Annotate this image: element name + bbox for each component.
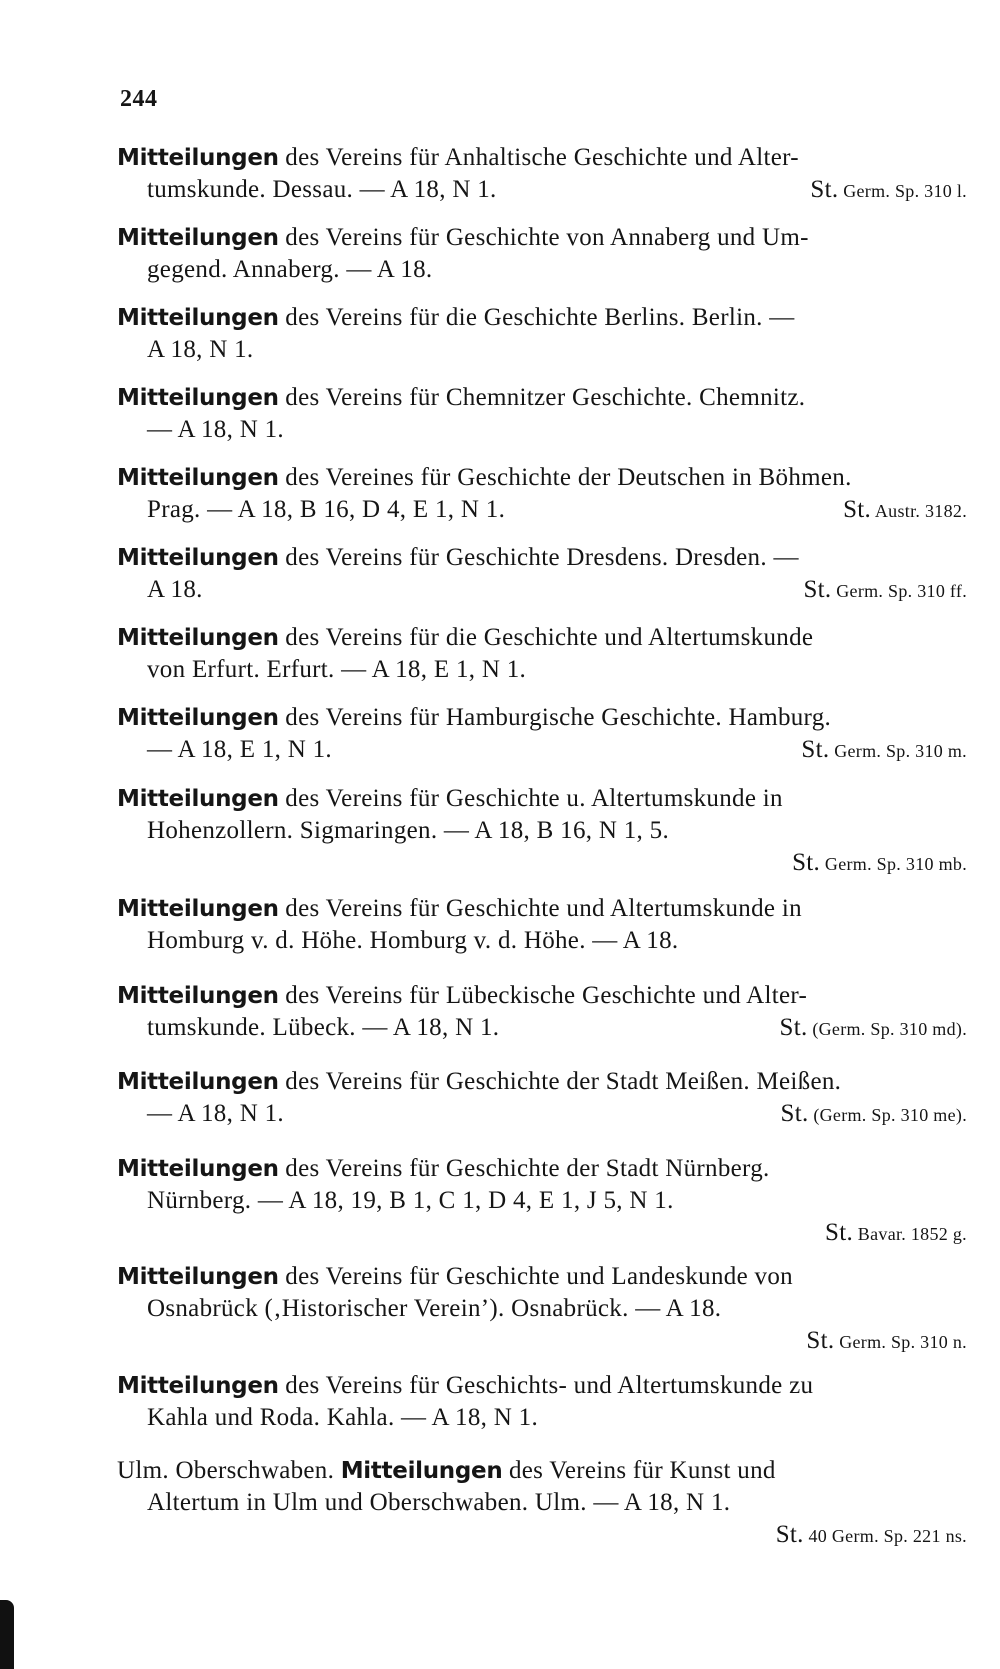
entry-continuation: Kahla und Roda. Kahla. — A 18, N 1.: [147, 1404, 539, 1431]
entry-prefix: Ulm. Oberschwaben.: [117, 1457, 341, 1484]
entry-title: des Vereins für Geschichts- und Altertumskunde zu: [278, 1372, 814, 1399]
entry-keyword: Mitteilungen: [117, 465, 279, 491]
shelf-reference: St. Germ. Sp. 310 n.: [806, 1327, 967, 1354]
entry-continuation: A 18, N 1.: [147, 336, 254, 363]
entry-osnabrueck: [117, 1261, 967, 1357]
entry-keyword: Mitteilungen: [117, 786, 279, 812]
entry-continuation: Homburg v. d. Höhe. Homburg v. d. Höhe. — A 18.: [147, 927, 679, 954]
entry-berlin: [117, 302, 967, 366]
entry-keyword: Mitteilungen: [117, 1069, 279, 1095]
entry-continuation: Nürnberg. — A 18, 19, B 1, C 1, D 4, E 1, J 5, N 1.: [147, 1187, 674, 1214]
scan-edge-mark: [0, 1600, 14, 1669]
entry-continuation: Prag. — A 18, B 16, D 4, E 1, N 1.: [147, 496, 506, 523]
entry-keyword: Mitteilungen: [117, 983, 279, 1009]
entry-kahla: [117, 1370, 967, 1434]
entry-title: des Vereins für Hamburgische Geschichte. Hamburg.: [278, 704, 832, 731]
shelf-reference: St. Germ. Sp. 310 mb.: [792, 849, 967, 876]
entry-continuation: — A 18, N 1.: [147, 1100, 284, 1127]
entry-continuation: — A 18, E 1, N 1.: [147, 736, 332, 763]
entry-continuation: — A 18, N 1.: [147, 416, 284, 443]
entry-hamburg: [117, 702, 967, 766]
entry-continuation: von Erfurt. Erfurt. — A 18, E 1, N 1.: [147, 656, 527, 683]
shelf-reference: St. (Germ. Sp. 310 md).: [779, 1014, 967, 1041]
entry-title: des Vereins für Geschichte der Stadt Nürnberg.: [278, 1155, 770, 1182]
shelf-reference: St. Germ. Sp. 310 l.: [810, 176, 967, 203]
entry-title: des Vereins für Geschichte von Annaberg und Um-: [278, 224, 809, 251]
entry-keyword: Mitteilungen: [117, 1373, 279, 1399]
shelf-reference: St. 40 Germ. Sp. 221 ns.: [775, 1521, 967, 1548]
entry-keyword: Mitteilungen: [117, 385, 279, 411]
entry-keyword: Mitteilungen: [117, 225, 279, 251]
shelf-reference: St. (Germ. Sp. 310 me).: [780, 1100, 967, 1127]
entry-keyword: Mitteilungen: [117, 1156, 279, 1182]
entry-chemnitz: [117, 382, 967, 446]
entry-annaberg: [117, 222, 967, 286]
entry-title: des Vereins für Geschichte Dresdens. Dresden. —: [278, 544, 799, 571]
entry-homburg: [117, 893, 967, 957]
page-number: 244: [120, 86, 158, 112]
entry-meissen: [117, 1066, 967, 1130]
entry-keyword: Mitteilungen: [117, 145, 279, 171]
entry-continuation: Osnabrück (‚Historischer Verein’). Osnabrück. — A 18.: [147, 1295, 722, 1322]
entry-title: des Vereins für Chemnitzer Geschichte. Chemnitz.: [278, 384, 806, 411]
entry-hohenzollern: [117, 783, 967, 879]
shelf-reference: St. Germ. Sp. 310 m.: [801, 736, 967, 763]
entry-continuation: Hohenzollern. Sigmaringen. — A 18, B 16, N 1, 5.: [147, 817, 669, 844]
entry-title: des Vereins für Lübeckische Geschichte und Alter-: [278, 982, 808, 1009]
entry-continuation: A 18.: [147, 576, 203, 603]
entry-boehmen: [117, 462, 967, 526]
entry-continuation: gegend. Annaberg. — A 18.: [147, 256, 433, 283]
entry-ulm: [117, 1455, 967, 1551]
shelf-reference: St. Bavar. 1852 g.: [825, 1219, 967, 1246]
entry-keyword: Mitteilungen: [117, 705, 279, 731]
entry-title: des Vereins für die Geschichte und Altertumskunde: [278, 624, 814, 651]
entry-title: des Vereins für Geschichte und Altertumskunde in: [278, 895, 802, 922]
entry-title: des Vereins für Geschichte der Stadt Meißen. Meißen.: [278, 1068, 842, 1095]
entry-title: des Vereins für Geschichte u. Altertumskunde in: [278, 785, 783, 812]
entry-keyword: Mitteilungen: [117, 625, 279, 651]
entry-title: des Vereins für die Geschichte Berlins. Berlin. —: [278, 304, 795, 331]
entry-keyword: Mitteilungen: [340, 1458, 503, 1484]
shelf-reference: St. Germ. Sp. 310 ff.: [803, 576, 967, 603]
entry-anhalt: [117, 142, 967, 206]
entry-continuation: tumskunde. Dessau. — A 18, N 1.: [147, 176, 497, 203]
entry-title: des Vereins für Kunst und: [502, 1457, 776, 1484]
entry-keyword: Mitteilungen: [117, 1264, 279, 1290]
entry-keyword: Mitteilungen: [117, 305, 279, 331]
entry-erfurt: [117, 622, 967, 686]
entry-nuernberg: [117, 1153, 967, 1249]
entry-keyword: Mitteilungen: [117, 545, 279, 571]
entry-keyword: Mitteilungen: [117, 896, 279, 922]
entry-luebeck: [117, 980, 967, 1044]
entry-continuation: Altertum in Ulm und Oberschwaben. Ulm. — A 18, N 1.: [147, 1489, 731, 1516]
entry-title: des Vereines für Geschichte der Deutschen in Böhmen.: [278, 464, 852, 491]
entry-title: des Vereins für Anhaltische Geschichte und Alter-: [278, 144, 799, 171]
entry-dresden: [117, 542, 967, 606]
entry-title: des Vereins für Geschichte und Landeskunde von: [278, 1263, 793, 1290]
entry-continuation: tumskunde. Lübeck. — A 18, N 1.: [147, 1014, 500, 1041]
shelf-reference: St. Austr. 3182.: [843, 496, 967, 523]
